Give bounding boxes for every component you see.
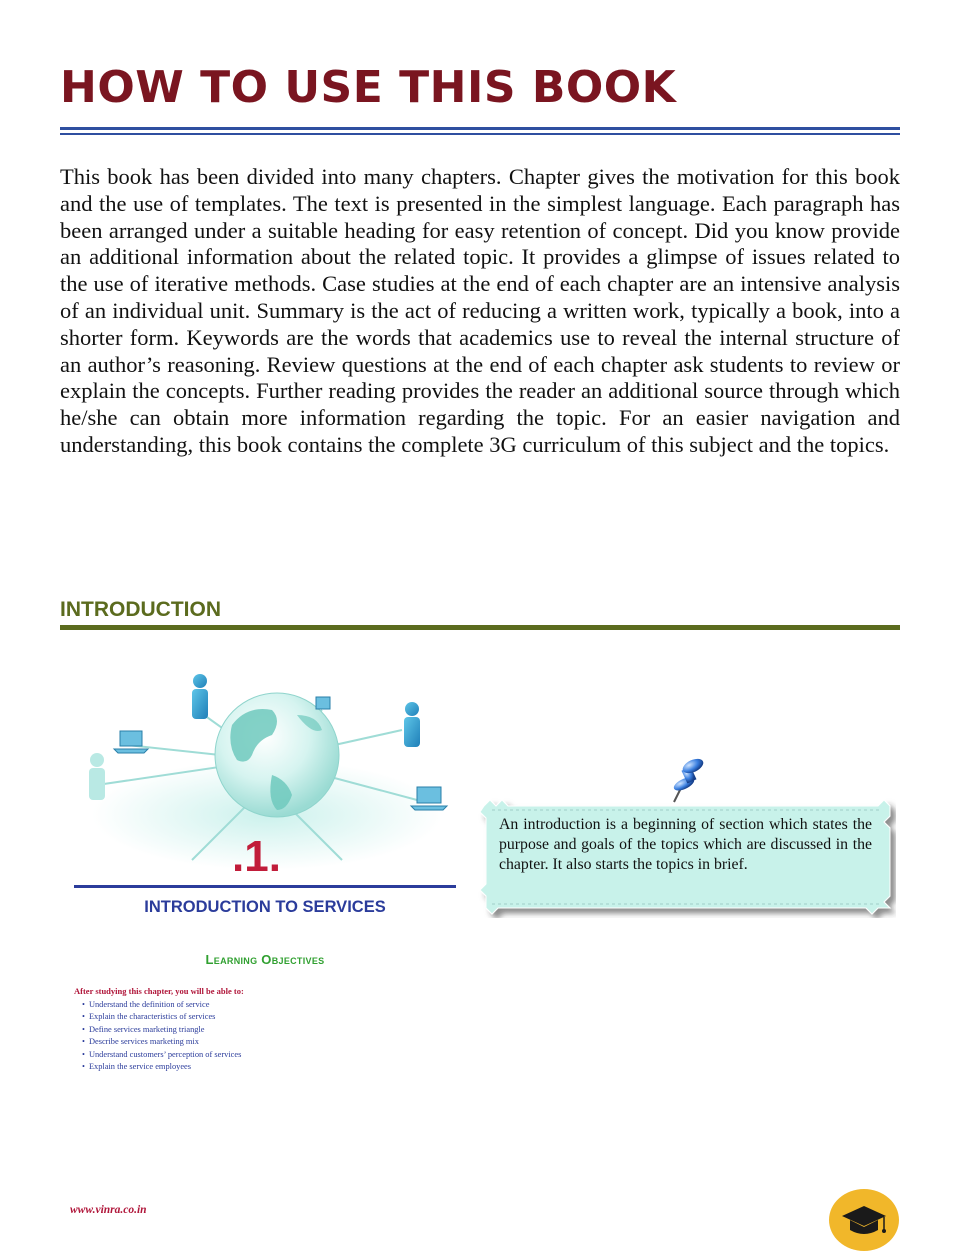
footer-url: www.vinra.co.in <box>70 1204 147 1216</box>
list-item: • Understand customers’ perception of services <box>82 1049 241 1061</box>
title-rule-bottom <box>60 133 900 135</box>
note-text: An introduction is a beginning of section which states the purpose and goals of the topics which are discussed in the chapter. It also starts the topics in brief. <box>499 816 872 873</box>
intro-paragraph: This book has been divided into many chapters. Chapter gives the motivation for this book and the use of templates. The text is presented in the simplest language. Each paragraph has been arranged under a suitable heading for easy retention of concept. Did you know provide an additional information about the related topic. It provides a glimpse of issues related to the use of iterative methods. Case studies at the end of each chapter are an intensive analysis of an individual unit. Summary is the act of reducing a written work, typically a book, into a shorter form. Keywords are the words that academics use to reveal the internal structure of an author’s reasoning. Review questions at the end of each chapter ask students to review or explain the concepts. Further reading provides the reader an additional source through which he/she can obtain more information regarding the topic. For an easier navigation and understanding, this book contains the complete 3G curriculum of this subject and the topics. <box>60 164 900 457</box>
graduation-cap-logo <box>828 1188 900 1252</box>
learning-objectives-heading: Learning Objectives <box>205 952 325 967</box>
chapter-title: INTRODUCTION TO SERVICES <box>144 898 386 916</box>
list-item: • Explain the characteristics of services <box>82 1011 241 1023</box>
title-rule-top <box>60 127 900 130</box>
pushpin-icon <box>662 756 710 806</box>
page-title: HOW TO USE THIS BOOK <box>60 62 677 113</box>
list-item: • Explain the service employees <box>82 1061 241 1073</box>
list-item: • Understand the definition of service <box>82 999 241 1011</box>
chapter-rule <box>74 885 456 888</box>
chapter-number: .1. <box>232 832 281 881</box>
list-item: • Define services marketing triangle <box>82 1024 241 1036</box>
list-item: • Describe services marketing mix <box>82 1036 241 1048</box>
section-heading-introduction: INTRODUCTION <box>60 598 221 621</box>
objectives-list <box>82 999 241 1073</box>
objectives-intro: After studying this chapter, you will be able to: <box>74 986 244 996</box>
section-rule <box>60 625 900 630</box>
